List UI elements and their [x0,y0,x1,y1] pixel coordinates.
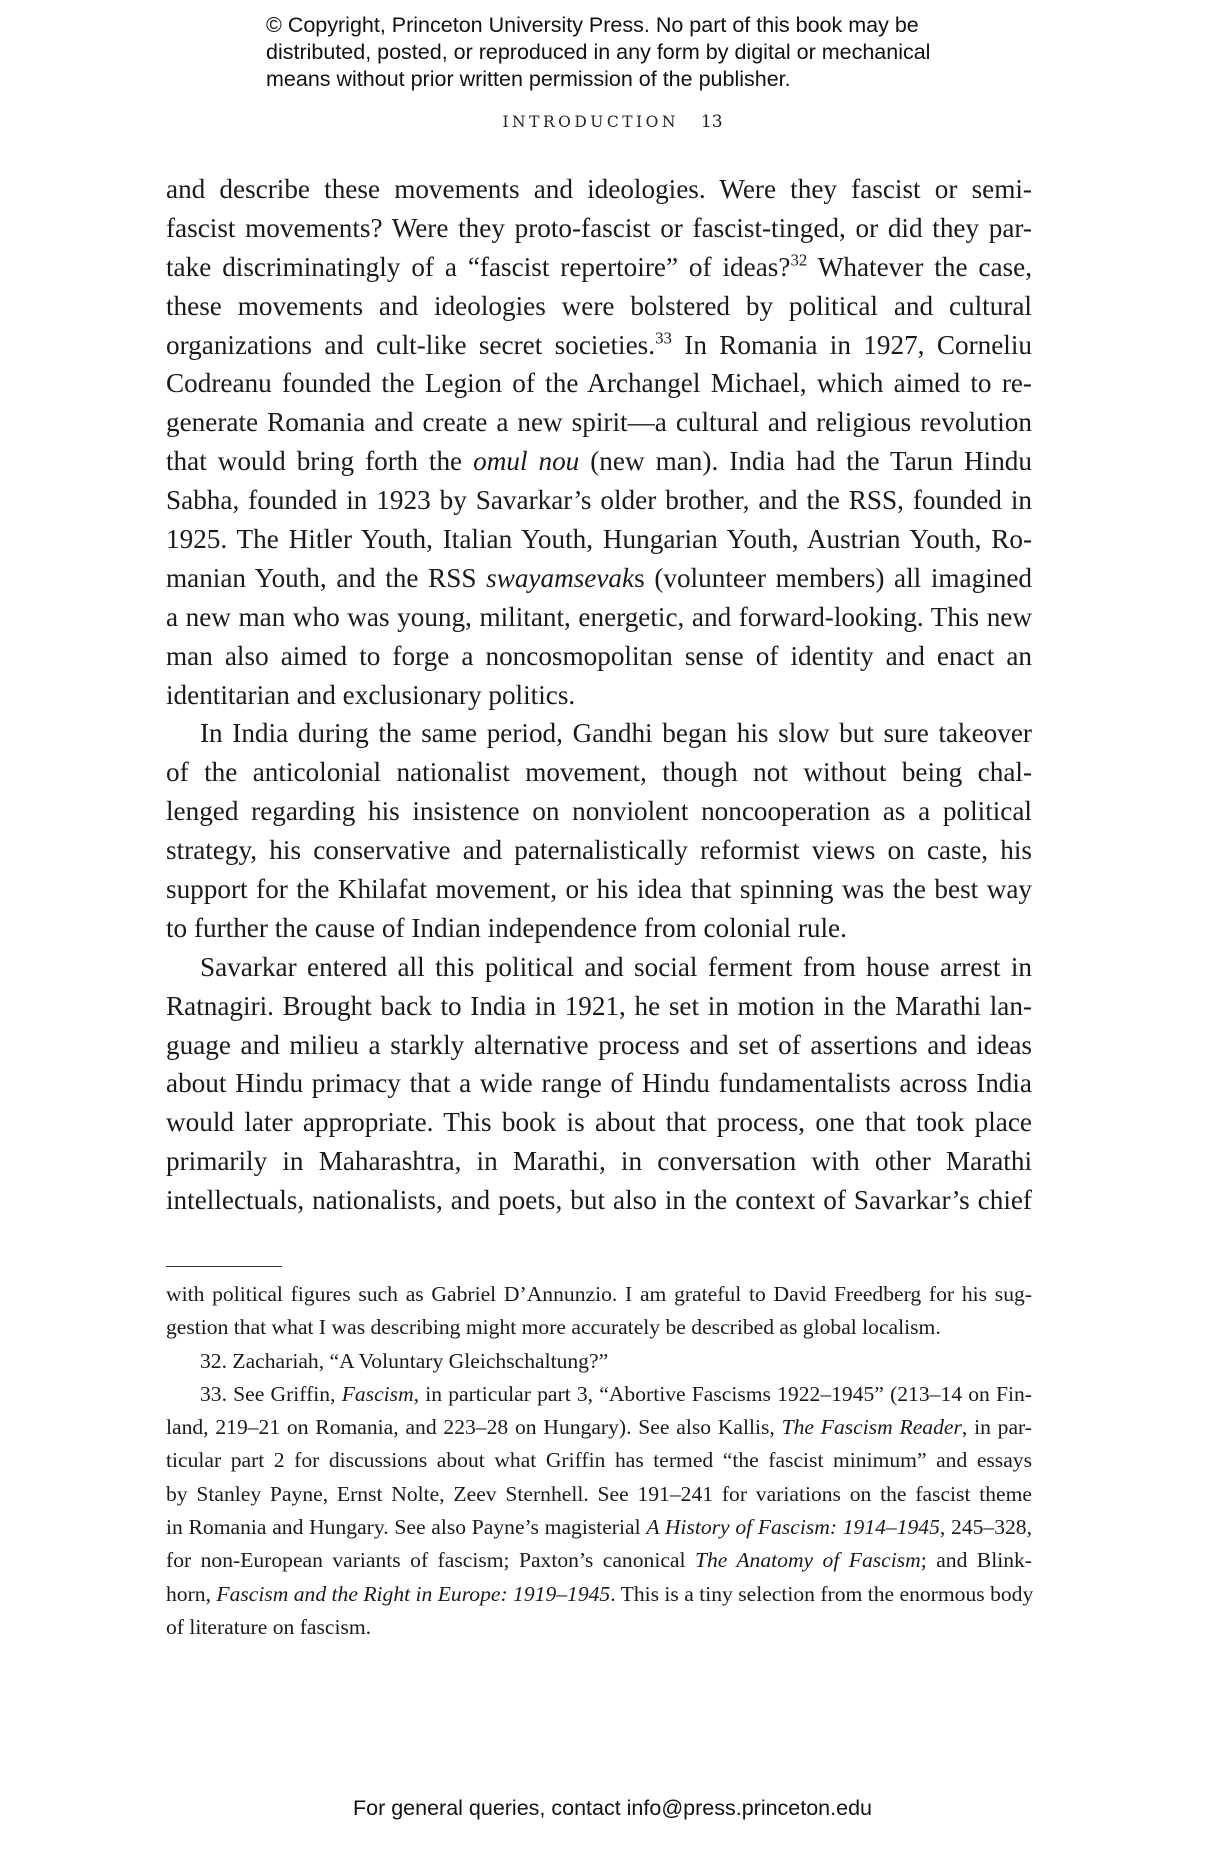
text-run: (new man). India had the Tarun Hindu [579,446,1032,477]
text-line [166,248,1032,287]
copyright-line: distributed, posted, or reproduced in any form by digital or mechanical [266,40,931,64]
book-title: A History of Fascism: 1914–1945 [646,1515,940,1540]
text-run: Whatever the case, [807,251,1032,282]
copyright-line: means without prior written permission of the publisher. [266,67,791,91]
text-line: to further the cause of Indian independence from colonial rule. [166,912,847,943]
text-run: . This is a tiny selection from the enormous body [610,1581,1034,1606]
text-run: for non-European variants of fascism; Paxton’s canonical [166,1548,695,1573]
text-line: fascist movements? Were they proto-fascist or fascist-tinged, or did they par- [166,212,1032,243]
text-run: organizations and cult-like secret societies. [166,329,656,360]
book-title: Fascism [341,1381,414,1406]
footnote-33 [166,1378,1032,1411]
note-line [166,1511,1032,1544]
copyright-line: © Copyright, Princeton University Press. No part of this book may be [266,13,919,37]
note-line: with political figures such as Gabriel D’Annunzio. I am grateful to David Freedberg for his sug- [166,1282,1032,1306]
text-line [166,326,1032,365]
footnote-ref-32[interactable]: 32 [790,250,808,270]
text-line: support for the Khilafat movement, or his idea that spinning was the best way [166,874,1032,905]
note-line: of literature on fascism. [166,1614,372,1639]
text-line: and describe these movements and ideologies. Were they fascist or semi- [166,174,1032,204]
text-line: identitarian and exclusionary politics. [166,679,576,710]
text-run: horn, [166,1581,217,1606]
text-run: In Romania in 1927, Corneliu [671,329,1032,360]
text-line: In India during the same period, Gandhi began his slow but sure takeover [200,718,1032,749]
text-line: guage and milieu a starkly alternative process and set of assertions and ideas [166,1029,1032,1060]
text-line: Savarkar entered all this political and social ferment from house arrest in [200,951,1032,982]
chapter-title: INTRODUCTION [502,113,679,131]
note-line [166,1578,1032,1611]
text-line: Sabha, founded in 1923 by Savarkar’s older brother, and the RSS, founded in [166,485,1032,516]
italic-term: omul nou [473,446,580,477]
running-head [0,112,1225,132]
footnote-32: 32. Zachariah, “A Voluntary Gleichschaltung?” [200,1348,609,1373]
text-line: of the anticolonial nationalist movement, though not without being chal- [166,757,1032,788]
note-line: ticular part 2 for discussions about what Griffin has termed “the fascist minimum” and essays [166,1448,1032,1473]
text-run: ; and Blink- [920,1548,1032,1573]
text-run: that would bring forth the [166,446,474,477]
note-line: gestion that what I was describing might more accurately be described as global localism. [166,1315,941,1340]
text-line [166,442,1032,481]
contact-footer: For general queries, contact info@press.princeton.edu [352,1796,872,1820]
footnote-divider [166,1266,282,1267]
book-title: The Anatomy of Fascism [694,1548,921,1573]
page-number: 13 [700,112,723,132]
text-run: , in particular part 3, “Abortive Fascisms 1922–1945” (213–14 on Fin- [413,1381,1032,1406]
text-line: Ratnagiri. Brought back to India in 1921, he set in motion in the Marathi lan- [166,990,1032,1021]
footnote-ref-33[interactable]: 33 [655,328,672,348]
text-run: s (volunteer members) all imagined [634,562,1033,593]
text-run: , 245–328, [939,1515,1032,1540]
text-line: lenged regarding his insistence on nonviolent noncooperation as a political [166,796,1032,827]
text-line [166,559,1032,598]
text-line: Codreanu founded the Legion of the Archangel Michael, which aimed to re- [166,368,1032,399]
text-run: take discriminatingly of a “fascist repertoire” of ideas? [166,251,791,282]
book-title: Fascism and the Right in Europe: 1919–1945 [216,1581,611,1606]
text-line: strategy, his conservative and paternalistically reformist views on caste, his [166,835,1032,866]
text-run: , in par- [961,1415,1032,1440]
text-line: 1925. The Hitler Youth, Italian Youth, Hungarian Youth, Austrian Youth, Ro- [166,524,1032,555]
book-title: The Fascism Reader [781,1415,962,1440]
text-run: 33. See Griffin, [200,1381,342,1406]
text-run: land, 219–21 on Romania, and 223–28 on Hungary). See also Kallis, [166,1415,782,1440]
italic-term: swayamsevak [486,562,635,593]
text-line: man also aimed to forge a noncosmopolitan sense of identity and enact an [166,640,1032,671]
text-line: intellectuals, nationalists, and poets, but also in the context of Savarkar’s chief [166,1185,1032,1216]
note-line [166,1411,1032,1444]
text-line: would later appropriate. This book is about that process, one that took place [166,1107,1032,1138]
text-line: about Hindu primacy that a wide range of Hindu fundamentalists across India [166,1068,1032,1099]
text-run: manian Youth, and the RSS [166,562,487,593]
footnotes [166,1278,1032,1644]
text-run: in Romania and Hungary. See also Payne’s magisterial [166,1515,647,1540]
main-text [166,170,1032,1220]
text-line: a new man who was young, militant, energetic, and forward-looking. This new [166,601,1032,632]
text-line: primarily in Maharashtra, in Marathi, in conversation with other Marathi [166,1146,1032,1177]
copyright-notice [266,12,986,93]
note-line [166,1544,1032,1577]
text-line: generate Romania and create a new spirit—a cultural and religious revolution [166,407,1032,438]
text-line: these movements and ideologies were bolstered by political and cultural [166,290,1032,321]
note-line: by Stanley Payne, Ernst Nolte, Zeev Sternhell. See 191–241 for variations on the fascist theme [166,1481,1032,1506]
